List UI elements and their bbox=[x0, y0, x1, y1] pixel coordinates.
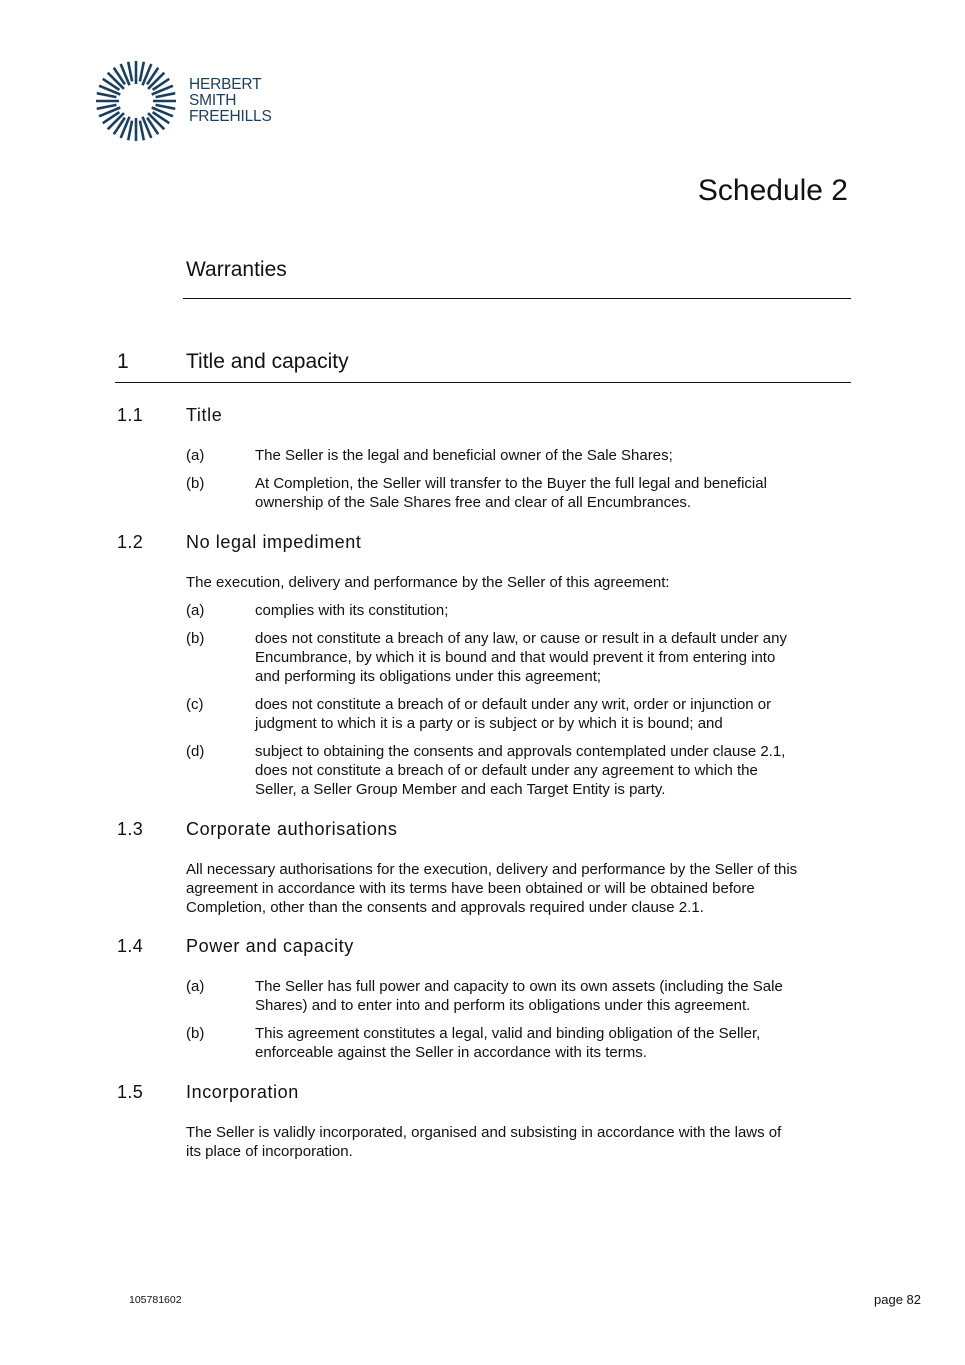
text-line: does not constitute a breach of or default under any writ, order or injunction or bbox=[255, 696, 772, 713]
text-line: ownership of the Sale Shares free and clear of all Encumbrances. bbox=[255, 494, 692, 511]
text-line: judgment to which it is a party or is subject or by which it is bound; and bbox=[255, 715, 723, 732]
clause-1-2-d-label: (d) bbox=[186, 743, 205, 760]
clause-1-2-a-text bbox=[255, 601, 850, 620]
clause-1-1-number: 1.1 bbox=[117, 405, 144, 425]
clause-1-1-a-text bbox=[255, 446, 850, 465]
clause-1-3-text bbox=[186, 860, 850, 917]
text-line: Completion, other than the consents and approvals required under clause 2.1. bbox=[186, 899, 704, 916]
logo-ray bbox=[128, 62, 132, 82]
clause-1-4-a-text bbox=[255, 977, 850, 1015]
text-line: and performing its obligations under this agreement; bbox=[255, 668, 602, 685]
text-line: Encumbrance, by which it is bound and that would prevent it from entering into bbox=[255, 649, 776, 666]
logo-text-line-2: SMITH bbox=[189, 92, 237, 109]
clause-1-4-a-label: (a) bbox=[186, 978, 205, 995]
clause-1-2-b-label: (b) bbox=[186, 630, 205, 647]
text-line: This agreement constitutes a legal, valid and binding obligation of the Seller, bbox=[255, 1025, 761, 1042]
sunburst-logo-icon bbox=[96, 57, 180, 147]
clause-1-4-b-label: (b) bbox=[186, 1025, 205, 1042]
text-line: complies with its constitution; bbox=[255, 602, 449, 619]
page-number: page 82 bbox=[874, 1292, 921, 1307]
text-line: does not constitute a breach of any law, or cause or result in a default under any bbox=[255, 630, 787, 647]
clause-1-2-b-text bbox=[255, 629, 850, 686]
logo-ray bbox=[140, 62, 144, 82]
logo-ray bbox=[156, 93, 176, 97]
text-line: enforceable against the Seller in accordance with its terms. bbox=[255, 1044, 647, 1061]
logo-ray bbox=[97, 105, 117, 109]
clause-1-4-title: Power and capacity bbox=[186, 936, 354, 956]
text-line: The Seller is the legal and beneficial owner of the Sale Shares; bbox=[255, 447, 673, 464]
logo-ray bbox=[156, 105, 176, 109]
section-divider bbox=[115, 382, 851, 383]
subtitle-divider bbox=[183, 298, 851, 299]
clause-1-2-number: 1.2 bbox=[117, 532, 144, 552]
clause-1-1-a-label: (a) bbox=[186, 447, 205, 464]
section-title: Title and capacity bbox=[186, 350, 349, 373]
clause-1-5-title: Incorporation bbox=[186, 1082, 299, 1102]
document-number: 105781602 bbox=[129, 1294, 182, 1306]
section-number: 1 bbox=[117, 350, 129, 373]
clause-1-2-a-label: (a) bbox=[186, 602, 205, 619]
text-line: does not constitute a breach of or default under any agreement to which the bbox=[255, 762, 758, 779]
text-line: At Completion, the Seller will transfer to the Buyer the full legal and beneficial bbox=[255, 475, 767, 492]
text-line: The Seller is validly incorporated, organised and subsisting in accordance with the laws of bbox=[186, 1124, 782, 1141]
clause-1-4-b-text bbox=[255, 1024, 850, 1062]
text-line: its place of incorporation. bbox=[186, 1143, 353, 1160]
logo-text-line-3: FREEHILLS bbox=[189, 108, 272, 125]
clause-1-2-intro: The execution, delivery and performance by the Seller of this agreement: bbox=[186, 574, 670, 591]
clause-1-2-c-text bbox=[255, 695, 850, 733]
clause-1-1-b-label: (b) bbox=[186, 475, 205, 492]
text-line: The Seller has full power and capacity to own its own assets (including the Sale bbox=[255, 978, 783, 995]
text-line: Shares) and to enter into and perform its obligations under this agreement. bbox=[255, 997, 751, 1014]
logo-ray bbox=[97, 93, 117, 97]
clause-1-4-number: 1.4 bbox=[117, 936, 144, 956]
clause-1-3-number: 1.3 bbox=[117, 819, 144, 839]
schedule-title: Schedule 2 bbox=[697, 174, 848, 207]
clause-1-5-text bbox=[186, 1123, 850, 1161]
clause-1-1-title: Title bbox=[186, 405, 223, 425]
logo-ray bbox=[140, 121, 144, 141]
logo-text-line-1: HERBERT bbox=[189, 76, 262, 93]
clause-1-3-title: Corporate authorisations bbox=[186, 819, 398, 839]
clause-1-2-d-text bbox=[255, 742, 850, 799]
herbert-smith-freehills-logo bbox=[96, 57, 286, 147]
clause-1-1-b-text bbox=[255, 474, 850, 512]
logo-ray bbox=[128, 121, 132, 141]
clause-1-2-title: No legal impediment bbox=[186, 532, 362, 552]
text-line: agreement in accordance with its terms have been obtained or will be obtained before bbox=[186, 880, 755, 897]
text-line: All necessary authorisations for the execution, delivery and performance by the Seller of this bbox=[186, 861, 798, 878]
clause-1-2-c-label: (c) bbox=[186, 696, 204, 713]
schedule-subtitle: Warranties bbox=[186, 258, 287, 281]
text-line: Seller, a Seller Group Member and each Target Entity is party. bbox=[255, 781, 666, 798]
clause-1-5-number: 1.5 bbox=[117, 1082, 144, 1102]
text-line: subject to obtaining the consents and approvals contemplated under clause 2.1, bbox=[255, 743, 786, 760]
